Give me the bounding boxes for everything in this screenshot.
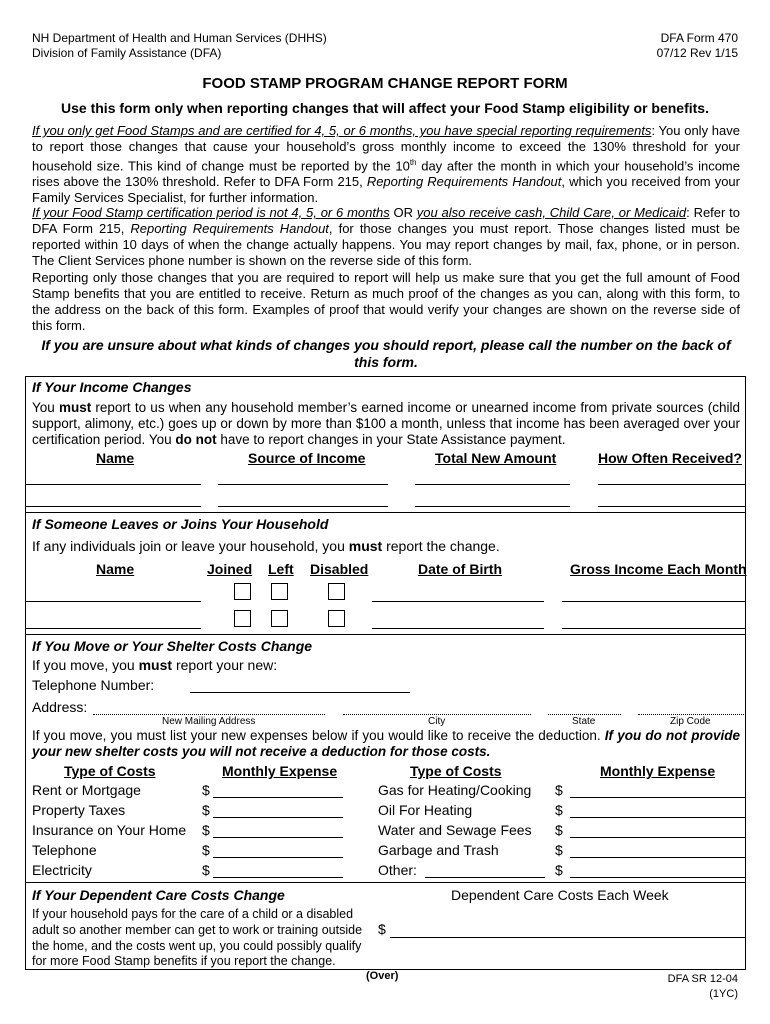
income-instructions: You must report to us when any household member’s earned income or unearned income from private sources (child support, alimony, etc.) goes up or down by more than $100 a month, unless that income has been averaged over your certification period. You do not have to report changes in your State Assistance payment. (32, 400, 740, 447)
weekly-costs-label: Dependent Care Costs Each Week (451, 887, 669, 903)
gross-income-line-1[interactable] (562, 601, 746, 602)
city-line[interactable] (343, 714, 531, 715)
cost-label-telephone: Telephone (32, 842, 97, 858)
telephone-expense-line[interactable] (213, 857, 343, 858)
dollar-sign: $ (378, 921, 386, 937)
form-number: DFA Form 470 (660, 31, 738, 45)
household-name-line-1[interactable] (25, 601, 201, 602)
household-col-left: Left (268, 561, 294, 577)
household-section-heading: If Someone Leaves or Joins Your Household (32, 516, 329, 532)
revision-date: 07/12 Rev 1/15 (656, 46, 738, 60)
cost-col-type-left: Type of Costs (64, 763, 156, 779)
garbage-expense-line[interactable] (570, 857, 746, 858)
cost-label-insurance: Insurance on Your Home (32, 822, 187, 838)
city-caption: City (428, 716, 446, 727)
cost-label-garbage: Garbage and Trash (378, 842, 499, 858)
section-divider (25, 512, 746, 513)
joined-checkbox-1[interactable] (234, 583, 251, 600)
telephone-input-line[interactable] (190, 692, 410, 693)
move-section-heading: If You Move or Your Shelter Costs Change (32, 638, 313, 654)
dependent-body-line-4: for more Food Stamp benefits if you report the change. (32, 954, 336, 968)
electricity-expense-line[interactable] (213, 877, 343, 878)
household-name-line-2[interactable] (25, 628, 201, 629)
zip-line[interactable] (638, 714, 746, 715)
telephone-label: Telephone Number: (32, 677, 155, 693)
other-expense-line[interactable] (570, 877, 746, 878)
cost-col-expense-right: Monthly Expense (600, 763, 716, 779)
dollar-sign: $ (555, 802, 563, 818)
dollar-sign: $ (555, 782, 563, 798)
dollar-sign: $ (555, 842, 563, 858)
zip-caption: Zip Code (670, 716, 711, 727)
dollar-sign: $ (202, 862, 210, 878)
move-instructions: If you move, you must report your new: (32, 657, 278, 673)
income-source-line-2[interactable] (218, 506, 388, 507)
footer-sub-code: (1YC) (709, 988, 738, 1000)
household-col-disabled: Disabled (310, 561, 369, 577)
cost-label-other: Other: (378, 862, 417, 878)
income-col-frequency: How Often Received? (598, 450, 742, 466)
other-description-line[interactable] (425, 877, 545, 878)
dependent-section-heading: If Your Dependent Care Costs Change (32, 887, 285, 903)
income-amount-line-2[interactable] (415, 506, 570, 507)
state-line[interactable] (548, 714, 621, 715)
form-subtitle: Use this form only when reporting changes that will affect your Food Stamp eligibility or benefits. (61, 100, 709, 116)
dollar-sign: $ (555, 862, 563, 878)
income-amount-line-1[interactable] (415, 484, 570, 485)
paragraph-other-certification: If your Food Stamp certification period is not 4, 5, or 6 months OR you also receive cash, Child Care, or Medicaid: Refer to DFA Form 215, Reporting Requirements Handout, for those changes you must report. Those changes listed must be reported within 10 days of when the change actually happens. You may report changes by mail, fax, phone, or in person. The Client Services phone number is shown on the reverse side of this form. (32, 205, 740, 268)
form-title: FOOD STAMP PROGRAM CHANGE REPORT FORM (202, 75, 568, 92)
dob-line-1[interactable] (372, 601, 544, 602)
disabled-checkbox-2[interactable] (328, 610, 345, 627)
footer-code: DFA SR 12-04 (667, 973, 738, 985)
dollar-sign: $ (202, 782, 210, 798)
department-name: NH Department of Health and Human Services (DHHS) (32, 31, 327, 45)
cost-label-gas: Gas for Heating/Cooking (378, 782, 532, 798)
income-col-name: Name (96, 450, 135, 466)
oil-expense-line[interactable] (570, 817, 746, 818)
dollar-sign: $ (555, 822, 563, 838)
state-caption: State (572, 716, 596, 727)
section-divider (25, 634, 746, 635)
gross-income-line-2[interactable] (562, 628, 746, 629)
household-col-dob: Date of Birth (418, 561, 502, 577)
paragraph-special-reporting: If you only get Food Stamps and are certified for 4, 5, or 6 months, you have special reporting requirements: You only have to report those changes that cause your household’s gross monthly income to exceed the 130% threshold for your household size. This kind of change must be reported by the 10th day after the month in which your household’s income rises above the 130% threshold. Refer to DFA Form 215, Reporting Requirements Handout, which you received from your Family Services Specialist, for further information. (32, 123, 740, 206)
dollar-sign: $ (202, 842, 210, 858)
dollar-sign: $ (202, 822, 210, 838)
income-source-line-1[interactable] (218, 484, 388, 485)
household-col-name: Name (96, 561, 135, 577)
paragraph-reporting-benefits: Reporting only those changes that you are required to report will help us make sure that you get the full amount of Food Stamp benefits that you are entitled to receive. Return as much proof of the changes as you can, along with this form, to the address on the back of this form. Examples of proof that would verify your changes are shown on the reverse side of this form. (32, 270, 740, 333)
income-name-line-2[interactable] (25, 506, 201, 507)
unsure-notice: If you are unsure about what kinds of changes you should report, please call the number on the back of this form. (41, 337, 731, 370)
section-divider (25, 882, 746, 883)
deduction-notice: If you move, you must list your new expenses below if you would like to receive the deduction. If you do not provide your new shelter costs you will not receive a deduction for those costs. (32, 728, 740, 759)
income-frequency-line-2[interactable] (598, 506, 746, 507)
cost-col-expense-left: Monthly Expense (222, 763, 338, 779)
income-section-heading: If Your Income Changes (32, 379, 192, 395)
dependent-body-line-1: If your household pays for the care of a child or a disabled (32, 907, 354, 921)
water-expense-line[interactable] (570, 837, 746, 838)
left-checkbox-2[interactable] (271, 610, 288, 627)
income-name-line-1[interactable] (25, 484, 201, 485)
cost-label-electricity: Electricity (32, 862, 92, 878)
left-checkbox-1[interactable] (271, 583, 288, 600)
dependent-body-line-3: the home, and the costs went up, you could possibly qualify (32, 939, 362, 953)
over-indicator: (Over) (366, 970, 399, 982)
cost-label-rent: Rent or Mortgage (32, 782, 141, 798)
household-col-joined: Joined (207, 561, 253, 577)
insurance-expense-line[interactable] (213, 837, 343, 838)
dollar-sign: $ (202, 802, 210, 818)
income-frequency-line-1[interactable] (598, 484, 746, 485)
mailing-address-line[interactable] (93, 714, 325, 715)
dob-line-2[interactable] (372, 628, 544, 629)
income-col-source: Source of Income (248, 450, 366, 466)
rent-expense-line[interactable] (213, 797, 343, 798)
cost-label-water: Water and Sewage Fees (378, 822, 532, 838)
income-col-amount: Total New Amount (435, 450, 557, 466)
address-label: Address: (32, 699, 88, 715)
dependent-body-line-2: adult so another member can get to work or training outside (32, 923, 363, 937)
disabled-checkbox-1[interactable] (328, 583, 345, 600)
joined-checkbox-2[interactable] (234, 610, 251, 627)
household-col-gross-income: Gross Income Each Month (570, 561, 747, 577)
gas-expense-line[interactable] (570, 797, 746, 798)
cost-label-property-taxes: Property Taxes (32, 802, 126, 818)
household-instructions: If any individuals join or leave your household, you must report the change. (32, 538, 500, 554)
weekly-costs-line[interactable] (390, 937, 746, 938)
property-taxes-expense-line[interactable] (213, 817, 343, 818)
cost-col-type-right: Type of Costs (410, 763, 502, 779)
mailing-address-caption: New Mailing Address (162, 716, 256, 727)
division-name: Division of Family Assistance (DFA) (32, 46, 222, 60)
cost-label-oil: Oil For Heating (378, 802, 473, 818)
